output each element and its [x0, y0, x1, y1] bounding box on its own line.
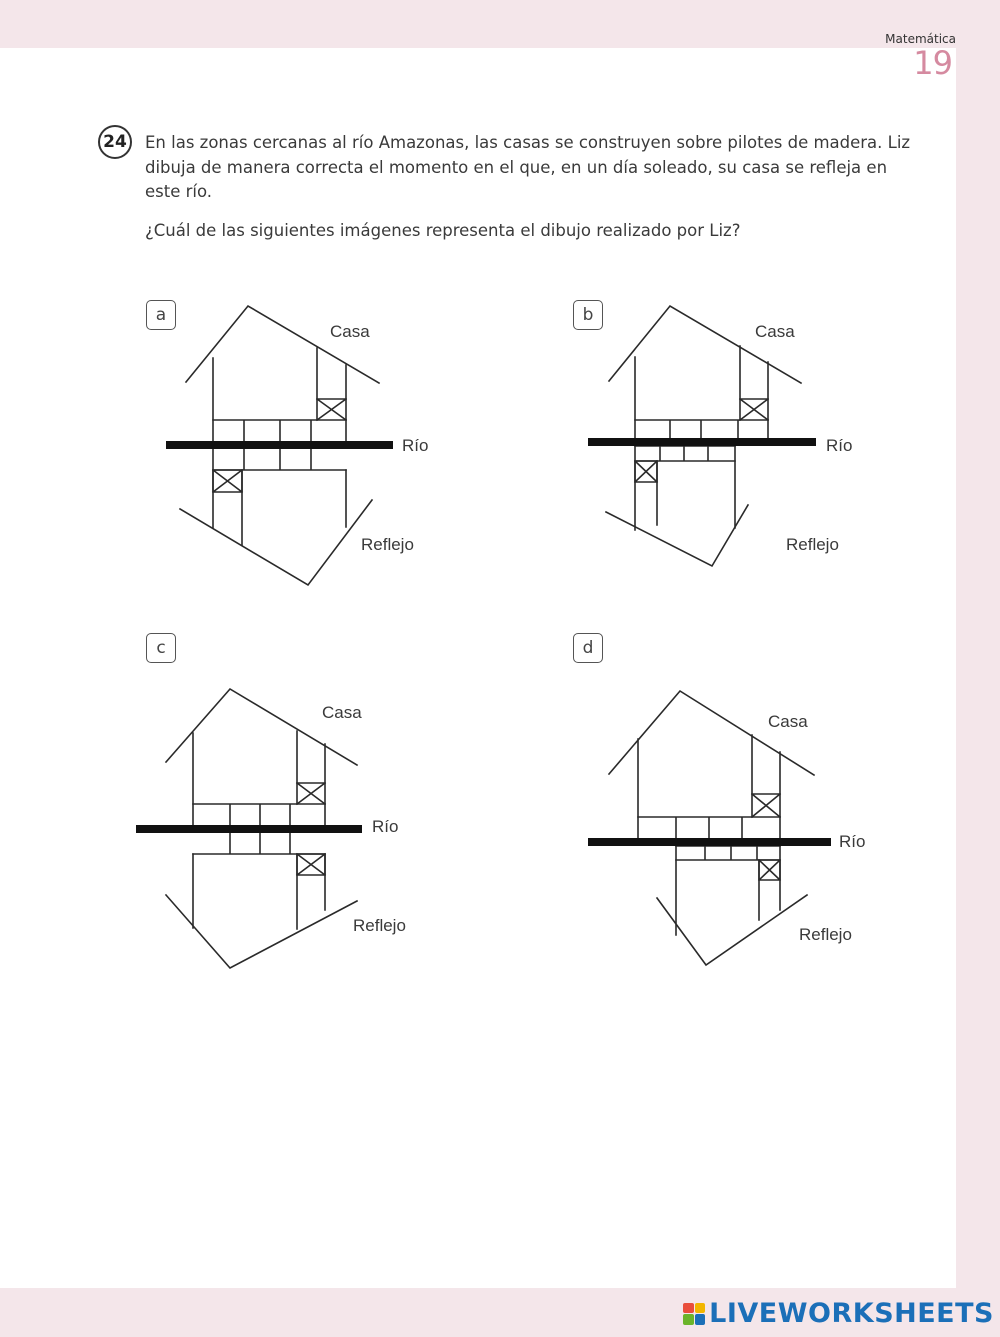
reflection-lower-rows	[635, 446, 735, 461]
option-c-river-label: Río	[372, 817, 399, 836]
reflection-lower-rows	[213, 447, 346, 470]
house-window	[752, 794, 780, 817]
question-text: En las zonas cercanas al río Amazonas, las casas se construyen sobre pilotes de madera. Liz dibuja de manera correcta el momento en el que, en un día soleado, su casa se refleja en este río.	[145, 133, 911, 201]
brand-text: LIVEWORKSHEETS	[709, 1298, 994, 1329]
reflection-window	[635, 461, 657, 482]
house-window	[297, 783, 325, 804]
option-a-house-label: Casa	[330, 322, 370, 341]
brand-mark-icon	[683, 1303, 705, 1325]
figure-option-a[interactable]	[166, 306, 393, 585]
reflection-outline	[606, 505, 748, 566]
liveworksheets-logo[interactable]	[683, 1298, 994, 1329]
house-outline	[609, 306, 801, 383]
reflection-window	[759, 860, 780, 880]
page-number: 19	[913, 44, 952, 82]
house-upper-rows	[213, 420, 346, 444]
reflection-walls	[193, 854, 325, 929]
brand-square-red	[683, 1303, 694, 1314]
option-b-river-label: Río	[826, 436, 853, 455]
brand-square-blue	[695, 1314, 706, 1325]
option-b-reflection-label: Reflejo	[786, 535, 839, 554]
house-outline	[166, 689, 357, 765]
subject-label: Matemática	[885, 32, 956, 46]
figure-option-c[interactable]	[136, 689, 362, 968]
option-c-house-label: Casa	[322, 703, 362, 722]
brand-square-green	[683, 1314, 694, 1325]
option-a-reflection-label: Reflejo	[361, 535, 414, 554]
option-a-river-label: Río	[402, 436, 429, 455]
brand-square-yellow	[695, 1303, 706, 1314]
reflection-outline	[166, 895, 357, 968]
reflection-window	[297, 854, 325, 875]
option-d-river-label: Río	[839, 832, 866, 851]
reflection-outline	[180, 500, 372, 585]
figure-option-d[interactable]	[588, 691, 831, 965]
option-d-reflection-label: Reflejo	[799, 925, 852, 944]
reflection-walls	[635, 446, 735, 530]
reflection-outline	[657, 895, 807, 965]
option-a-box[interactable]: a	[146, 300, 176, 330]
option-b-box[interactable]: b	[573, 300, 603, 330]
reflection-window	[213, 470, 242, 492]
figure-option-b[interactable]	[588, 306, 816, 566]
house-upper-rows	[638, 817, 780, 838]
house-window	[317, 399, 346, 420]
question-prompt: ¿Cuál de las siguientes imágenes representa el dibujo realizado por Liz?	[145, 221, 741, 240]
option-d-box[interactable]: d	[573, 633, 603, 663]
option-b-house-label: Casa	[755, 322, 795, 341]
question-number: 24	[98, 125, 132, 159]
house-upper-rows	[635, 420, 768, 440]
house-outline	[609, 691, 814, 775]
option-c-box[interactable]: c	[146, 633, 176, 663]
house-window	[740, 399, 768, 420]
reflection-lower-rows	[676, 846, 780, 860]
option-c-reflection-label: Reflejo	[353, 916, 406, 935]
house-walls	[193, 731, 325, 829]
option-d-house-label: Casa	[768, 712, 808, 731]
house-outline	[186, 306, 379, 383]
